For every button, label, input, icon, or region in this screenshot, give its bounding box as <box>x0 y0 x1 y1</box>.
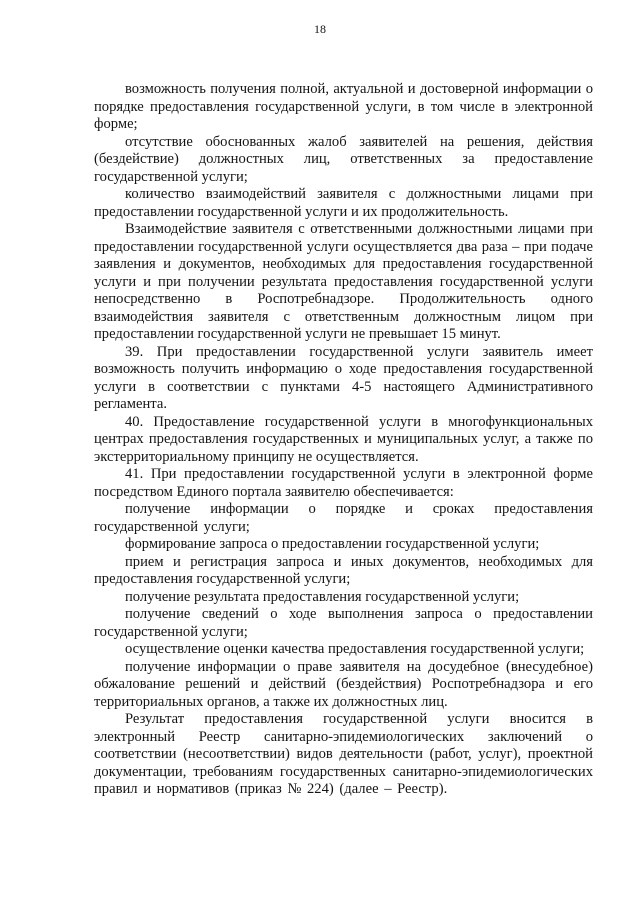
paragraph-interaction-count: количество взаимодействий заявителя с должностными лицами при предоставлении государственной услуги и их продолжительность. <box>94 186 593 220</box>
paragraph-get-info: получение информации о порядке и сроках предоставления государственной услуги; <box>94 501 593 535</box>
paragraph-info-availability: возможность получения полной, актуальной и достоверной информации о порядке предоставления государственной услуги, в том числе в электронной форме; <box>94 81 593 132</box>
paragraph-quality-rating: осуществление оценки качества предоставления государственной услуги; <box>125 641 585 657</box>
paragraph-receive-register: прием и регистрация запроса и иных документов, необходимых для предоставления государственной услуги; <box>94 553 593 587</box>
paragraph-form-request: формирование запроса о предоставлении государственной услуги; <box>125 536 540 552</box>
document-body <box>94 81 593 799</box>
paragraph-item-40: 40. Предоставление государственной услуги в многофункциональных центрах предоставления государственных и муниципальных услуг, а также по экстерриториальному принципу не осуществляется. <box>94 413 593 465</box>
paragraph-no-complaints: отсутствие обоснованных жалоб заявителей на решения, действия (бездействие) должностных лиц, ответственных за предоставление государственной услуги; <box>94 133 593 185</box>
paragraph-result-registry: Результат предоставления государственной услуги вносится в электронный Реестр санитарно-эпидемиологических заключений о соответствии (несоответствии) видов деятельности (работ, услуг), проектной документации, требованиям государственных санитарно-эпидемиологических правил и нормативов (приказ № 224) (далее – Реестр). <box>94 711 593 797</box>
paragraph-interaction-description: Взаимодействие заявителя с ответственными должностными лицами при предоставлении государственной услуги осуществляется два раза – при подаче заявления и документов, необходимых для предоставления государственной услуги и при получении результата предоставления государственной услуги непосредственно в Роспотребнадзоре. Продолжительность одного взаимодействия заявителя с ответственным должностным лицом при предоставлении государственной услуги не превышает 15 минут. <box>94 221 593 342</box>
paragraph-item-41: 41. При предоставлении государственной услуги в электронной форме посредством Единого портала заявителю обеспечивается: <box>94 466 593 500</box>
paragraph-appeal-rights: получение информации о праве заявителя на досудебное (внесудебное) обжалование решений и действий (бездействия) Роспотребнадзора и его территориальных органов, а также их должностных лиц. <box>94 658 593 710</box>
paragraph-get-result: получение результата предоставления государственной услуги; <box>125 588 520 605</box>
page-number: 18 <box>314 22 326 36</box>
paragraph-item-39: 39. При предоставлении государственной услуги заявитель имеет возможность получить информацию о ходе предоставления государственной услуги в соответствии с пунктами 4-5 настоящего Административного регламента. <box>94 343 593 412</box>
paragraph-get-progress: получение сведений о ходе выполнения запроса о предоставлении государственной услуги; <box>94 606 593 640</box>
